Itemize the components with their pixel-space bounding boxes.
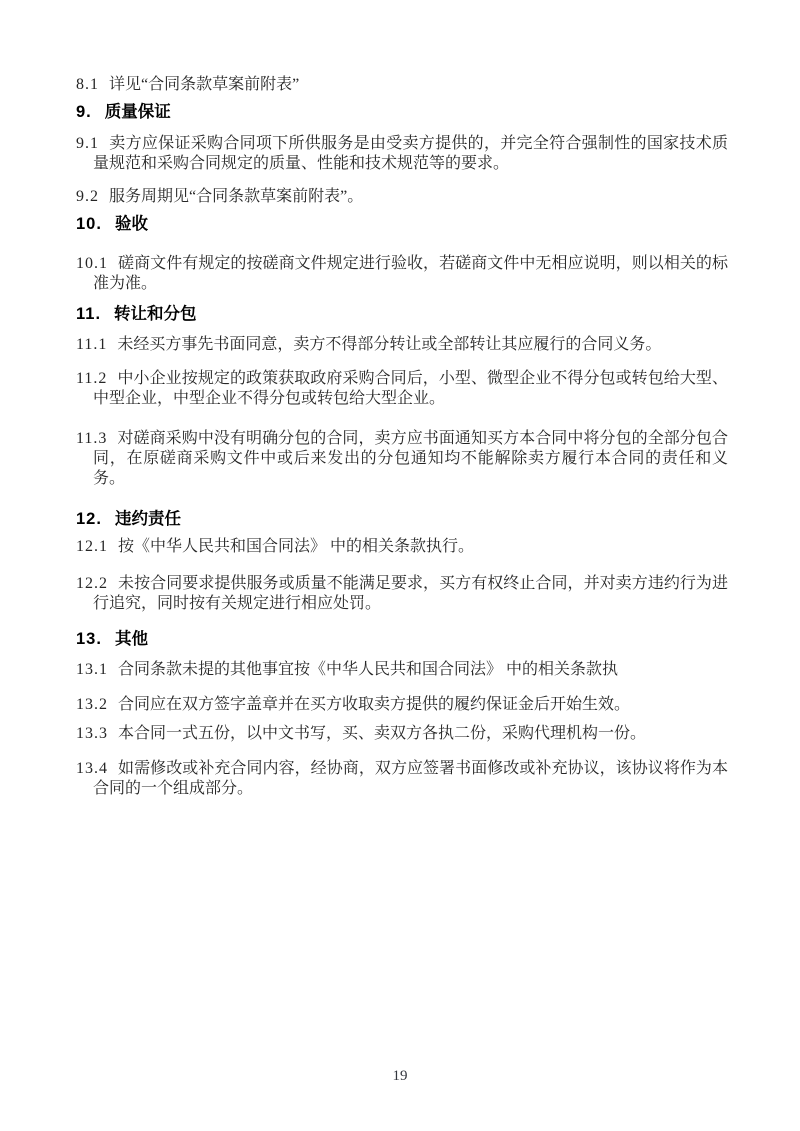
clause-13-4 [76, 759, 728, 799]
section-heading-13 [76, 629, 728, 650]
item-text: 对磋商采购中没有明确分包的合同，卖方应书面通知买方本合同中将分包的全部分包合同，在原磋商采购文件中或后来发出的分包通知均不能解除卖方履行本合同的责任和义务。 [93, 430, 728, 487]
item-number: 10. [76, 215, 102, 233]
section-heading-11 [76, 304, 728, 325]
item-text: 合同应在双方签字盖章并在买方收取卖方提供的履约保证金后开始生效。 [118, 696, 631, 713]
clause-10-1 [76, 254, 728, 294]
clause-9-2 [76, 187, 728, 207]
item-number: 9. [76, 103, 92, 121]
section-heading-9 [76, 102, 728, 123]
item-text: 中小企业按规定的政策获取政府采购合同后，小型、微型企业不得分包或转包给大型、中型企业，中型企业不得分包或转包给大型企业。 [93, 370, 728, 407]
item-number: 9.2 [76, 188, 99, 205]
item-text: 未按合同要求提供服务或质量不能满足要求，买方有权终止合同，并对卖方违约行为进行追究，同时按有关规定进行相应处罚。 [93, 575, 728, 612]
item-text: 合同条款未提的其他事宜按《中华人民共和国合同法》 中的相关条款执 [118, 661, 619, 678]
clause-11-2 [76, 369, 728, 409]
item-text: 详见“合同条款草案前附表” [109, 76, 300, 93]
item-number: 8.1 [76, 76, 99, 93]
clause-12-2 [76, 574, 728, 614]
item-text: 未经买方事先书面同意，卖方不得部分转让或全部转让其应履行的合同义务。 [117, 336, 662, 353]
item-text: 按《中华人民共和国合同法》 中的相关条款执行。 [118, 538, 475, 555]
clause-9-1 [76, 134, 728, 174]
clause-8-1 [76, 75, 728, 95]
item-text: 磋商文件有规定的按磋商文件规定进行验收，若磋商文件中无相应说明，则以相关的标准为准。 [93, 255, 728, 292]
clause-13-3 [76, 724, 728, 744]
clause-13-1 [76, 660, 728, 680]
clause-11-3 [76, 429, 728, 489]
item-number: 11.3 [76, 430, 108, 447]
item-text: 本合同一式五份，以中文书写，买、卖双方各执二份，采购代理机构一份。 [118, 725, 647, 742]
item-number: 9.1 [76, 135, 99, 152]
item-number: 11.2 [76, 370, 108, 387]
item-number: 13. [76, 630, 102, 648]
section-heading-10 [76, 214, 728, 235]
item-number: 13.3 [76, 725, 108, 742]
page-number: 19 [392, 1068, 408, 1084]
page-footer [0, 1066, 800, 1086]
item-text: 服务周期见“合同条款草案前附表”。 [109, 188, 364, 205]
item-number: 13.4 [76, 760, 108, 777]
item-text: 如需修改或补充合同内容，经协商，双方应签署书面修改或补充协议，该协议将作为本合同的一个组成部分。 [93, 760, 728, 797]
item-text: 卖方应保证采购合同项下所供服务是由受卖方提供的，并完全符合强制性的国家技术质量规范和采购合同规定的质量、性能和技术规范等的要求。 [93, 135, 728, 172]
item-number: 13.1 [76, 661, 108, 678]
item-text: 其他 [114, 630, 148, 648]
item-number: 11. [76, 305, 102, 323]
item-text: 转让和分包 [114, 305, 197, 323]
item-number: 13.2 [76, 696, 108, 713]
section-heading-12 [76, 509, 728, 530]
item-number: 10.1 [76, 255, 108, 272]
item-text: 质量保证 [104, 103, 171, 121]
item-number: 12. [76, 510, 102, 528]
item-text: 违约责任 [114, 510, 181, 528]
clause-13-2 [76, 695, 728, 715]
clause-12-1 [76, 537, 728, 557]
item-number: 11.1 [76, 336, 108, 353]
item-text: 验收 [114, 215, 148, 233]
item-number: 12.1 [76, 538, 108, 555]
item-number: 12.2 [76, 575, 108, 592]
clause-11-1 [76, 335, 728, 355]
